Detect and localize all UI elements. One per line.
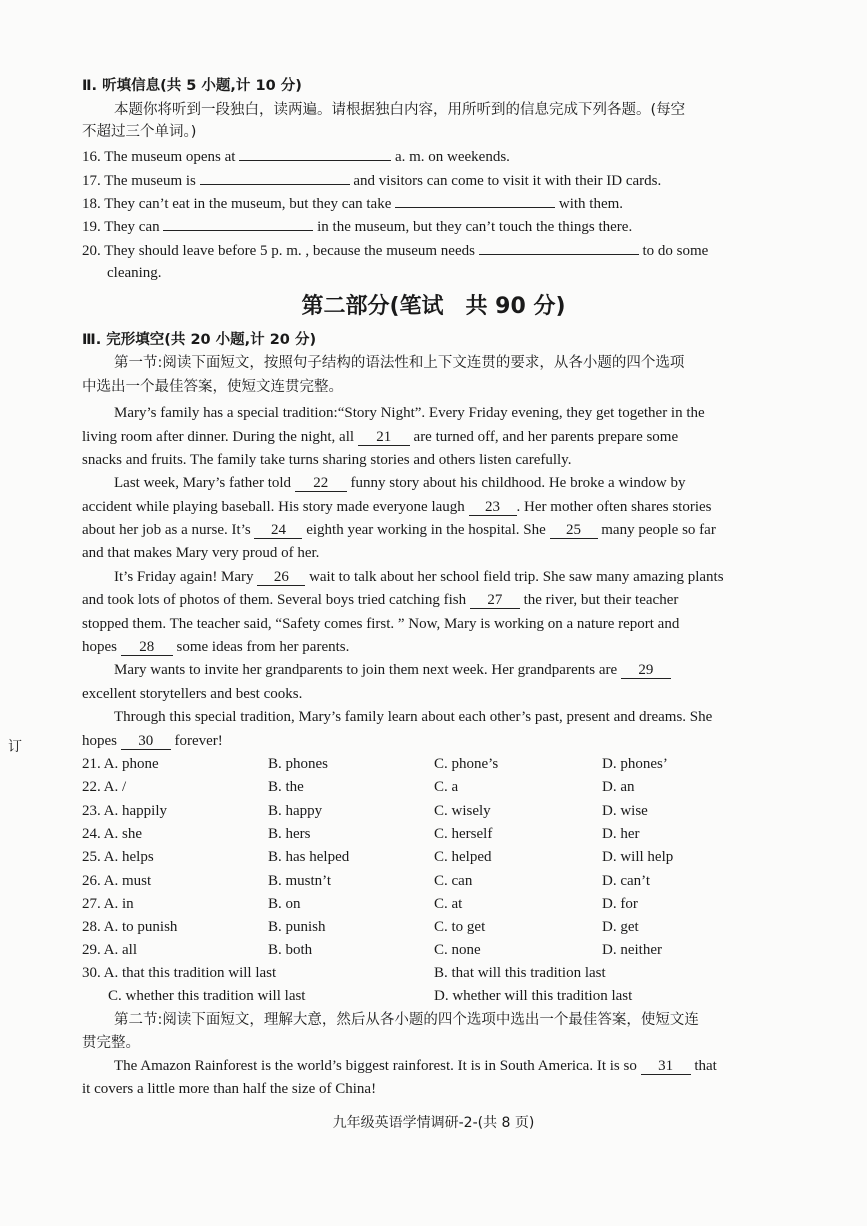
- option-24-d[interactable]: D. her: [602, 826, 640, 842]
- passage-line: It’s Friday again! Mary 26 wait to talk about her school field trip. She saw many amazing plants: [114, 569, 724, 585]
- option-26-c[interactable]: C. can: [434, 873, 473, 889]
- option-21-c[interactable]: C. phone’s: [434, 756, 499, 772]
- section-3-part-2-instructions: 第二节:阅读下面短文，理解大意，然后从各小题的四个选项中选出一个最佳答案，使短文连: [114, 1012, 699, 1028]
- blank-21[interactable]: 21: [358, 429, 410, 446]
- option-26-a[interactable]: 26. A. must: [82, 873, 152, 889]
- option-22-b[interactable]: B. the: [268, 779, 304, 795]
- option-29-a[interactable]: 29. A. all: [82, 942, 137, 958]
- option-26-b[interactable]: B. mustn’t: [268, 873, 332, 889]
- option-21-b[interactable]: B. phones: [268, 756, 328, 772]
- option-23-a[interactable]: 23. A. happily: [82, 803, 167, 819]
- option-24-c[interactable]: C. herself: [434, 826, 493, 842]
- passage-line: accident while playing baseball. His story made everyone laugh 23 . Her mother often shares stories: [82, 499, 712, 515]
- passage-line: Mary wants to invite her grandparents to join them next week. Her grandparents are 29: [114, 660, 671, 680]
- answer-blank-18[interactable]: [395, 193, 555, 208]
- answer-blank-19[interactable]: [163, 216, 313, 231]
- passage-line: hopes 30 forever!: [82, 733, 223, 749]
- option-25-d[interactable]: D. will help: [602, 849, 674, 865]
- passage-line: The Amazon Rainforest is the world’s biggest rainforest. It is in South America. It is so 31 that: [114, 1058, 717, 1074]
- blank-26[interactable]: 26: [257, 569, 305, 586]
- question-17: 17. The museum is and visitors can come to visit it with their ID cards.: [82, 170, 661, 191]
- option-29-c[interactable]: C. none: [434, 942, 481, 958]
- section-2-instructions-cont: 不超过三个单词。): [82, 124, 197, 140]
- passage-line: hopes 28 some ideas from her parents.: [82, 639, 350, 655]
- question-16: 16. The museum opens at a. m. on weekends.: [82, 146, 510, 167]
- option-28-a[interactable]: 28. A. to punish: [82, 919, 178, 935]
- option-27-c[interactable]: C. at: [434, 896, 463, 912]
- option-23-d[interactable]: D. wise: [602, 803, 648, 819]
- passage-line: Through this special tradition, Mary’s family learn about each other’s past, present and dreams. She: [114, 709, 713, 725]
- option-24-b[interactable]: B. hers: [268, 826, 311, 842]
- passage-line: living room after dinner. During the night, all 21 are turned off, and her parents prepare some: [82, 429, 679, 445]
- option-22-c[interactable]: C. a: [434, 779, 459, 795]
- option-25-c[interactable]: C. helped: [434, 849, 492, 865]
- part-2-heading: 第二部分(笔试 共 90 分): [301, 294, 566, 319]
- option-30-b[interactable]: B. that will this tradition last: [434, 965, 606, 981]
- option-22-d[interactable]: D. an: [602, 779, 635, 795]
- blank-30[interactable]: 30: [121, 733, 171, 750]
- blank-25[interactable]: 25: [550, 522, 598, 539]
- passage-line: excellent storytellers and best cooks.: [82, 686, 303, 702]
- answer-blank-17[interactable]: [200, 170, 350, 185]
- option-30-c[interactable]: C. whether this tradition will last: [108, 988, 306, 1004]
- binding-margin-mark: 订: [8, 740, 22, 755]
- option-27-b[interactable]: B. on: [268, 896, 301, 912]
- option-27-d[interactable]: D. for: [602, 896, 638, 912]
- option-21-d[interactable]: D. phones’: [602, 756, 668, 772]
- option-22-a[interactable]: 22. A. /: [82, 779, 127, 795]
- blank-27[interactable]: 27: [470, 592, 520, 609]
- section-3-part-1-instructions-cont: 中选出一个最佳答案，使短文连贯完整。: [82, 379, 343, 395]
- section-3-part-1-instructions: 第一节:阅读下面短文，按照句子结构的语法性和上下文连贯的要求，从各小题的四个选项: [114, 355, 685, 371]
- option-30-d[interactable]: D. whether will this tradition last: [434, 988, 633, 1004]
- blank-24[interactable]: 24: [254, 522, 302, 539]
- option-25-b[interactable]: B. has helped: [268, 849, 350, 865]
- question-20: 20. They should leave before 5 p. m. , because the museum needs to do some: [82, 240, 708, 261]
- section-2-instructions: 本题你将听到一段独白，读两遍。请根据独白内容，用所听到的信息完成下列各题。(每空: [114, 102, 686, 118]
- passage-line: Mary’s family has a special tradition:“Story Night”. Every Friday evening, they get together in the: [114, 405, 705, 421]
- option-23-c[interactable]: C. wisely: [434, 803, 491, 819]
- option-29-b[interactable]: B. both: [268, 942, 313, 958]
- blank-31[interactable]: 31: [641, 1058, 691, 1075]
- section-3-title: Ⅲ. 完形填空(共 20 小题,计 20 分): [82, 332, 317, 348]
- section-3-part-2-instructions-cont: 贯完整。: [82, 1035, 140, 1051]
- answer-blank-20[interactable]: [479, 240, 639, 255]
- question-18: 18. They can’t eat in the museum, but they can take with them.: [82, 193, 623, 214]
- question-19: 19. They can in the museum, but they can’t touch the things there.: [82, 216, 632, 237]
- option-29-d[interactable]: D. neither: [602, 942, 662, 958]
- blank-29[interactable]: 29: [621, 662, 671, 679]
- passage-line: and that makes Mary very proud of her.: [82, 545, 320, 561]
- option-24-a[interactable]: 24. A. she: [82, 826, 142, 842]
- passage-line: Last week, Mary’s father told 22 funny story about his childhood. He broke a window by: [114, 475, 686, 491]
- blank-22[interactable]: 22: [295, 475, 347, 492]
- page-footer: 九年级英语学情调研-2-(共 8 页): [332, 1115, 535, 1131]
- option-27-a[interactable]: 27. A. in: [82, 896, 134, 912]
- option-28-b[interactable]: B. punish: [268, 919, 326, 935]
- passage-line: it covers a little more than half the size of China!: [82, 1081, 377, 1097]
- passage-line: and took lots of photos of them. Several boys tried catching fish 27 the river, but their teacher: [82, 592, 679, 608]
- blank-28[interactable]: 28: [121, 639, 173, 656]
- option-28-d[interactable]: D. get: [602, 919, 639, 935]
- option-23-b[interactable]: B. happy: [268, 803, 323, 819]
- passage-line: snacks and fruits. The family take turns sharing stories and others listen carefully.: [82, 452, 572, 468]
- blank-23[interactable]: 23: [469, 499, 517, 516]
- answer-blank-16[interactable]: [239, 146, 391, 161]
- option-21-a[interactable]: 21. A. phone: [82, 756, 159, 772]
- passage-line: about her job as a nurse. It’s 24 eighth year working in the hospital. She 25 many people so far: [82, 522, 716, 538]
- option-26-d[interactable]: D. can’t: [602, 873, 651, 889]
- option-25-a[interactable]: 25. A. helps: [82, 849, 154, 865]
- option-30-a[interactable]: 30. A. that this tradition will last: [82, 965, 277, 981]
- question-20-cont: cleaning.: [107, 265, 162, 281]
- passage-line: stopped them. The teacher said, “Safety comes first. ” Now, Mary is working on a nature report and: [82, 616, 680, 632]
- section-2-title: Ⅱ. 听填信息(共 5 小题,计 10 分): [82, 78, 302, 94]
- option-28-c[interactable]: C. to get: [434, 919, 486, 935]
